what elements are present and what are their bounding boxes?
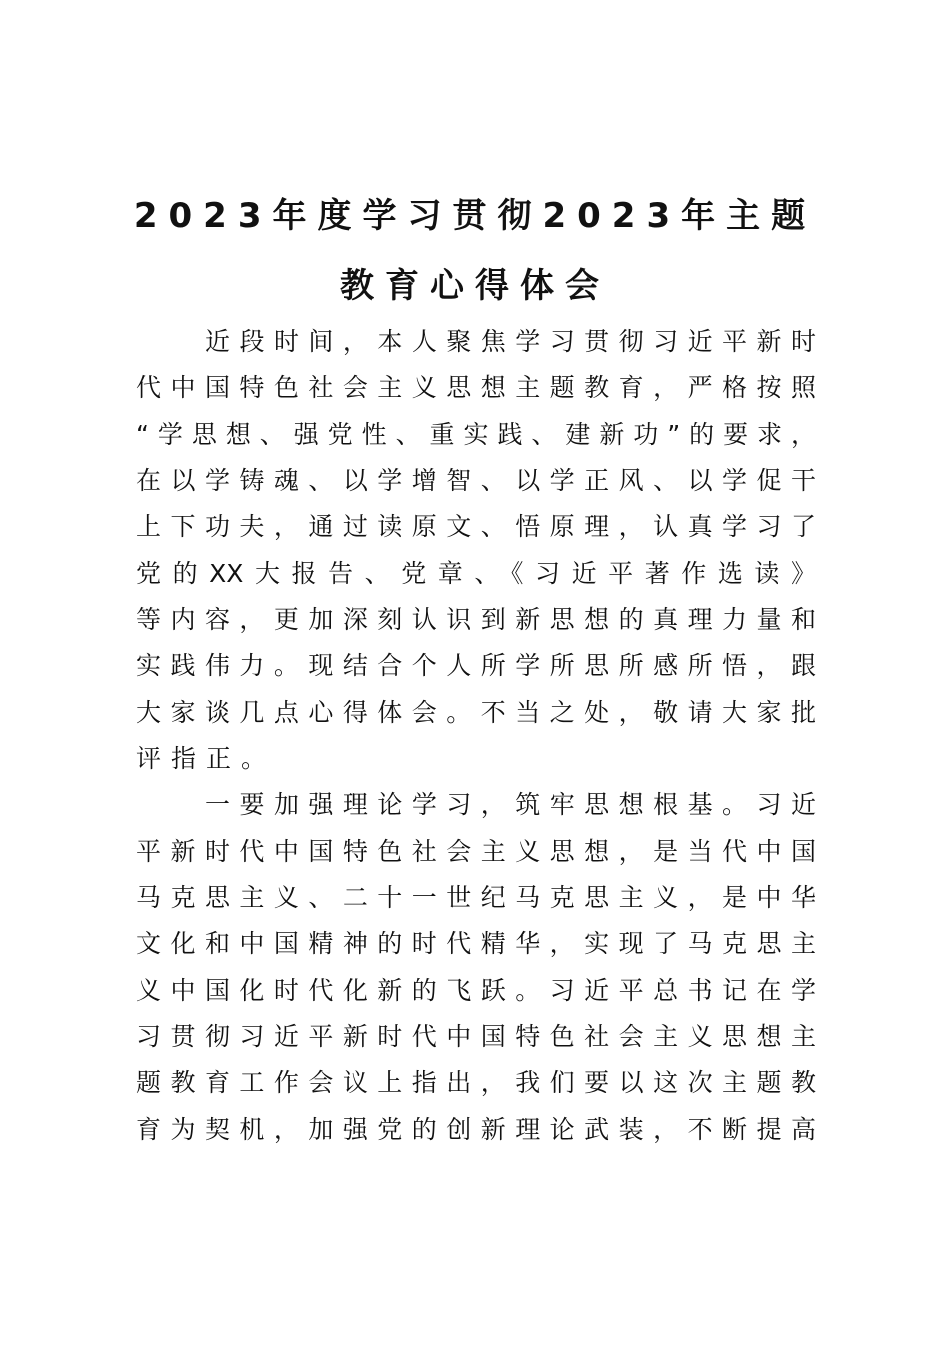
document-title-line-2: 教育心得体会: [340, 266, 610, 306]
paragraph-2-line-6: 习贯彻习近平新时代中国特色社会主义思想主: [136, 1022, 816, 1051]
paragraph-1-line-7: 等内容，更加深刻认识到新思想的真理力量和: [136, 605, 816, 634]
paragraph-1-line-1: 近段时间，本人聚焦学习贯彻习近平新时: [205, 327, 816, 356]
paragraph-2-line-7: 题教育工作会议上指出，我们要以这次主题教: [136, 1068, 816, 1097]
paragraph-2-line-2: 平新时代中国特色社会主义思想，是当代中国: [136, 837, 816, 866]
paragraph-2-line-5: 义中国化时代化新的飞跃。习近平总书记在学: [136, 976, 816, 1005]
paragraph-1-line-5: 上下功夫，通过读原文、悟原理，认真学习了: [136, 512, 816, 541]
paragraph-1-line-6: 党的XX大报告、党章、《习近平著作选读》: [136, 559, 816, 588]
paragraph-1-line-3: “学思想、强党性、重实践、建新功”的要求，: [136, 420, 816, 449]
paragraph-1-line-8: 实践伟力。现结合个人所学所思所感所悟，跟: [136, 651, 816, 680]
paragraph-2-line-8: 育为契机，加强党的创新理论武装，不断提高: [136, 1115, 816, 1144]
document-title-line-1: 2023年度学习贯彻2023年主题: [133, 196, 817, 236]
paragraph-1-line-4: 在以学铸魂、以学增智、以学正风、以学促干: [136, 466, 816, 495]
paragraph-2-line-1: 一要加强理论学习，筑牢思想根基。习近: [205, 790, 816, 819]
paragraph-2-line-4: 文化和中国精神的时代精华，实现了马克思主: [136, 929, 816, 958]
paragraph-1-line-2: 代中国特色社会主义思想主题教育，严格按照: [136, 373, 816, 402]
paragraph-1-line-10: 评指正。: [136, 744, 277, 773]
paragraph-2-line-3: 马克思主义、二十一世纪马克思主义，是中华: [136, 883, 816, 912]
paragraph-1-line-9: 大家谈几点心得体会。不当之处，敬请大家批: [136, 698, 816, 727]
